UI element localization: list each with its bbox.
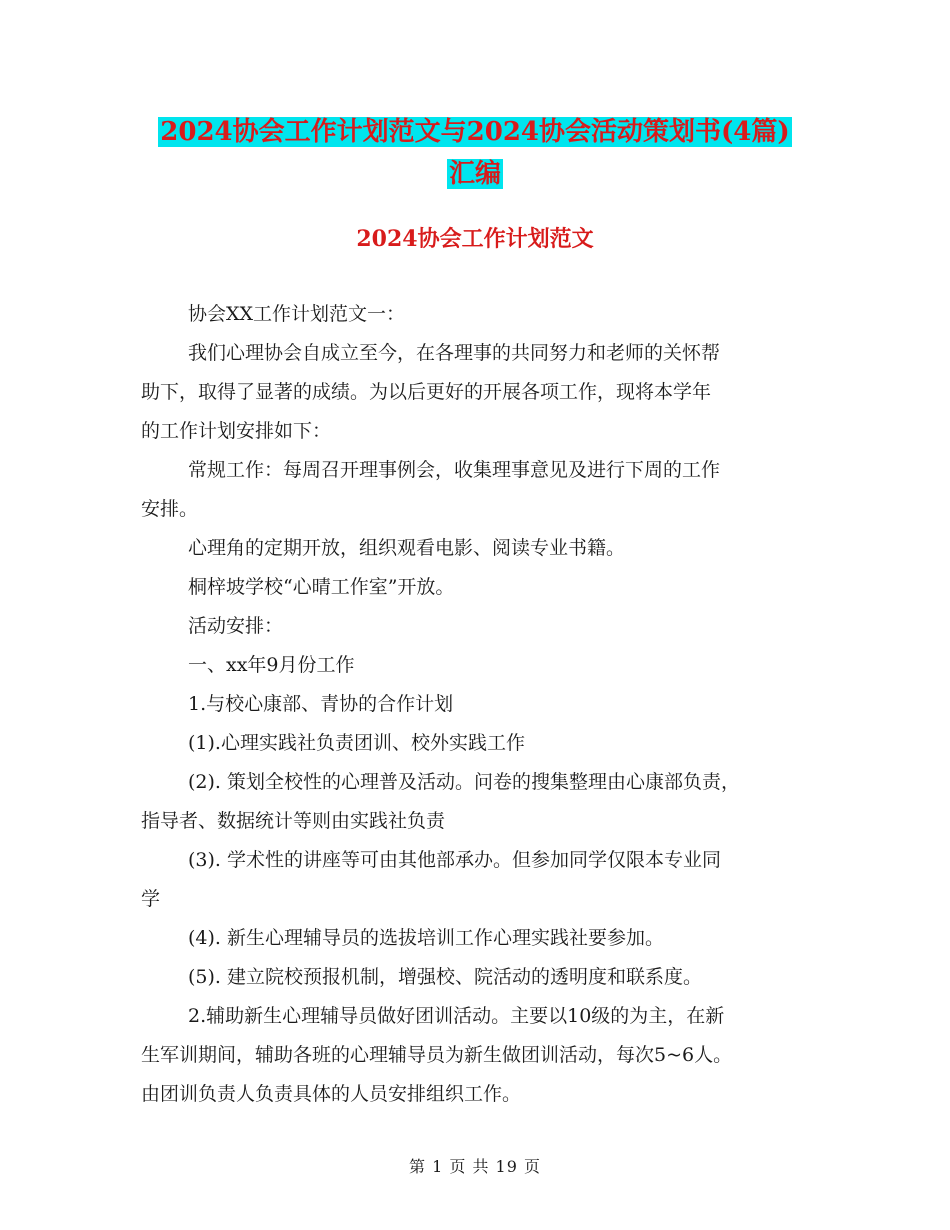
paragraph xyxy=(141,961,821,993)
paragraph-line: 桐梓坡学校“心晴工作室”开放。 xyxy=(188,576,455,598)
paragraph xyxy=(141,649,821,681)
paragraph xyxy=(141,922,821,954)
paragraph-line: 安排。 xyxy=(141,498,199,520)
paragraph-line: (1).心理实践社负责团训、校外实践工作 xyxy=(188,732,525,754)
paragraph xyxy=(141,688,821,720)
paragraph-line: 活动安排： xyxy=(188,615,284,637)
paragraph xyxy=(141,532,821,564)
paragraph-line: 一、xx年9月份工作 xyxy=(188,654,355,676)
paragraph-line: (3). 学术性的讲座等可由其他部承办。但参加同学仅限本专业同 xyxy=(188,849,721,871)
paragraph-line: 常规工作：每周召开理事例会，收集理事意见及进行下周的工作 xyxy=(188,459,721,481)
paragraph-line: (5). 建立院校预报机制，增强校、院活动的透明度和联系度。 xyxy=(188,966,702,988)
document-title-line1 xyxy=(0,114,950,150)
paragraph-line: 心理角的定期开放，组织观看电影、阅读专业书籍。 xyxy=(188,537,626,559)
paragraph-line: 由团训负责人负责具体的人员安排组织工作。 xyxy=(141,1083,522,1105)
paragraph xyxy=(141,844,821,915)
paragraph xyxy=(141,610,821,642)
paragraph-line: 1.与校心康部、青协的合作计划 xyxy=(188,693,454,715)
document-title-line2 xyxy=(0,156,950,192)
paragraph-line: 学 xyxy=(141,888,161,910)
paragraph-line: (2). 策划全校性的心理普及活动。问卷的搜集整理由心康部负责， xyxy=(188,771,740,793)
paragraph xyxy=(141,337,821,447)
paragraph xyxy=(141,298,821,330)
paragraph-line: 指导者、数据统计等则由实践社负责 xyxy=(141,810,446,832)
paragraph-line: 2.辅助新生心理辅导员做好团训活动。主要以10级的为主，在新 xyxy=(188,1005,725,1027)
document-body xyxy=(141,298,821,1117)
document-title-text-continued: 汇编 xyxy=(448,159,501,189)
paragraph-line: (4). 新生心理辅导员的选拔培训工作心理实践社要参加。 xyxy=(188,927,664,949)
paragraph-line: 的工作计划安排如下： xyxy=(141,420,332,442)
section-heading: 2024协会工作计划范文 xyxy=(356,226,594,252)
paragraph xyxy=(141,727,821,759)
paragraph xyxy=(141,454,821,525)
paragraph-line: 生军训期间，辅助各班的心理辅导员为新生做团训活动，每次5~6人。 xyxy=(141,1044,733,1066)
paragraph xyxy=(141,1000,821,1110)
paragraph xyxy=(141,766,821,837)
page-footer: 第 1 页 共 19 页 xyxy=(409,1157,541,1176)
paragraph xyxy=(141,571,821,603)
paragraph-line: 我们心理协会自成立至今，在各理事的共同努力和老师的关怀帮 xyxy=(188,342,721,364)
paragraph-line: 助下，取得了显著的成绩。为以后更好的开展各项工作，现将本学年 xyxy=(141,381,712,403)
document-title-text: 2024协会工作计划范文与2024协会活动策划书(4篇) xyxy=(160,117,790,147)
paragraph-line: 协会XX工作计划范文一： xyxy=(188,303,406,325)
